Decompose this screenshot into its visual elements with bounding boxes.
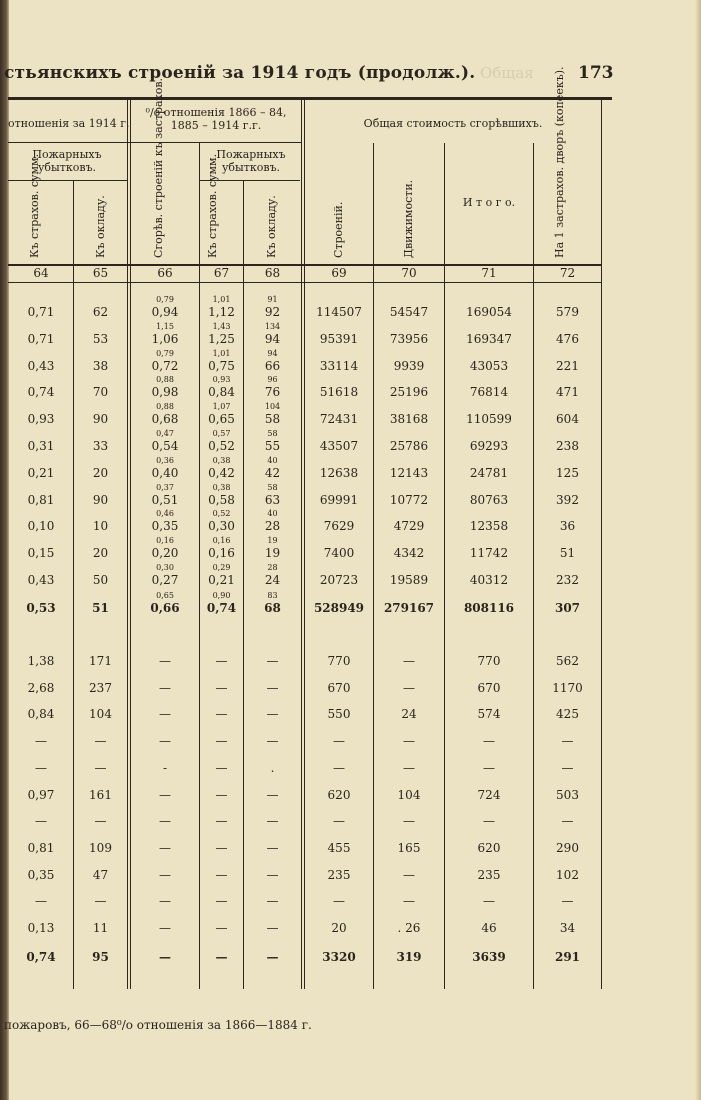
table-cell-c64: 0,74 [27, 385, 55, 400]
footnote: пожаровъ, 66—68⁰/о отношенія за 1866—1884 г. [4, 1018, 312, 1032]
table-subcell-s67: 0,57 [212, 429, 231, 438]
table-cell-c68: 58 [264, 412, 281, 427]
table-cell-c68: 94 [264, 331, 281, 346]
table-cell-c68: . [270, 760, 275, 775]
table-cell-c67: — [215, 840, 228, 855]
table-subcell-s66: 0,79 [156, 348, 174, 358]
table-cell-c65: 38 [92, 358, 109, 373]
table-cell-c68: 66 [264, 358, 281, 373]
table-cell-c71: 69293 [469, 439, 509, 453]
table-cell-c64: 1,38 [27, 654, 55, 668]
table-subcell-s68: 19 [267, 536, 278, 546]
table-cell-c65: 95 [92, 950, 109, 964]
table-cell-c72: 102 [556, 867, 579, 882]
table-cell-c65: — [94, 894, 107, 909]
table-cell-c65: — [94, 734, 107, 749]
table-cell-c70: 104 [397, 787, 421, 802]
table-cell-c71: 43053 [469, 358, 509, 373]
table-cell-c72: 425 [556, 707, 579, 722]
table-cell-c72: — [561, 734, 574, 749]
table-cell-c71: 80763 [469, 492, 509, 507]
table-cell-c64: 0,10 [27, 519, 55, 534]
table-cell-c64: 0,97 [27, 787, 55, 802]
table-cell-c67: 0,30 [208, 519, 235, 534]
table-cell-c64: 0,15 [27, 546, 55, 561]
table-cell-c65: 90 [92, 412, 109, 427]
table-subcell-s68: 40 [267, 509, 278, 519]
table-cell-c68: — [266, 654, 279, 668]
table-cell-c65: 70 [92, 385, 109, 400]
table-cell-c66: 0,94 [151, 305, 179, 319]
table-cell-c65: 109 [89, 840, 112, 855]
table-cell-c67: 1,25 [208, 331, 235, 346]
table-cell-c69: 12638 [319, 465, 359, 480]
column-number-64: 64 [33, 266, 49, 280]
table-cell-c71: 76814 [469, 385, 509, 400]
table-cell-c69: — [333, 814, 345, 829]
table-cell-c64: 0,43 [27, 573, 55, 587]
table-cell-c72: 503 [556, 787, 579, 802]
table-cell-c71: 3639 [472, 950, 506, 964]
table-cell-c64: 0,21 [27, 465, 55, 480]
table-subcell-s66: 0,30 [156, 563, 174, 572]
table-subcell-s68: 134 [264, 321, 281, 331]
table-cell-c72: 471 [556, 385, 579, 400]
table-cell-c71: 46 [481, 921, 497, 935]
column-number-69: 69 [331, 266, 347, 280]
table-subcell-s66: 0,79 [156, 295, 174, 304]
table-cell-c70: — [403, 867, 415, 882]
table-cell-c71: 169347 [466, 331, 512, 346]
table-subcell-s68: 96 [267, 375, 278, 385]
table-subcell-s68: 58 [267, 429, 278, 438]
table-cell-c68: — [266, 894, 279, 909]
table-cell-c67: 0,65 [208, 412, 235, 427]
table-cell-c70: 4342 [393, 546, 425, 561]
table-cell-c66: — [159, 840, 171, 855]
table-cell-c67: — [215, 654, 228, 668]
header-col-66: Сгорѣв. строеній къ застрахов. [152, 77, 165, 258]
table-subcell-s67: 1,43 [212, 321, 231, 331]
table-cell-c71: 574 [477, 707, 501, 722]
table-cell-c69: 7629 [323, 519, 355, 534]
table-cell-c68: — [266, 734, 279, 749]
table-cell-c66: 0,72 [151, 358, 179, 373]
table-cell-c72: 125 [556, 465, 579, 480]
table-cell-c70: . 26 [397, 921, 421, 935]
table-cell-c72: 221 [556, 358, 579, 373]
table-cell-c71: 12358 [469, 519, 509, 534]
table-cell-c67: 0,21 [208, 573, 235, 587]
table-cell-c64: 0,74 [26, 950, 56, 964]
table-subcell-s66: 0,88 [156, 402, 174, 412]
table-cell-c67: — [215, 787, 228, 802]
table-cell-c66: 0,98 [151, 385, 179, 400]
page-number: 173 [578, 63, 614, 83]
header-col-70: Движимости. [402, 179, 415, 258]
table-cell-c72: 51 [559, 546, 576, 561]
table-cell-c72: 579 [556, 305, 579, 319]
table-cell-c71: 620 [477, 840, 501, 855]
table-cell-c71: — [483, 894, 495, 909]
table-cell-c72: 476 [556, 331, 579, 346]
table-cell-c69: 114507 [316, 305, 362, 319]
group-header-1914: отношенія за 1914 г. [8, 117, 130, 130]
table-cell-c65: — [94, 814, 107, 829]
table-cell-c70: 38168 [389, 412, 429, 427]
table-cell-c72: — [561, 814, 574, 829]
table-cell-c67: — [215, 680, 228, 695]
bleed-through-text: Общая [480, 64, 534, 82]
table-cell-c72: 36 [559, 519, 576, 534]
table-cell-c68: — [266, 680, 279, 695]
table-subcell-s67: 0,52 [212, 509, 231, 519]
table-cell-c72: 34 [559, 921, 576, 935]
table-cell-c66: — [159, 787, 171, 802]
table-cell-c66: — [159, 921, 171, 935]
table-cell-c70: 9939 [393, 358, 425, 373]
table-cell-c71: 169054 [466, 305, 512, 319]
table-cell-c67: — [215, 894, 228, 909]
table-cell-c68: — [266, 814, 279, 829]
table-cell-c72: 1170 [552, 680, 583, 695]
table-cell-c68: — [266, 950, 279, 964]
table-cell-c68: 55 [264, 439, 281, 453]
table-cell-c71: 40312 [469, 573, 509, 587]
column-number-66: 66 [157, 266, 173, 280]
column-number-70: 70 [401, 266, 417, 280]
table-cell-c68: 76 [264, 385, 281, 400]
table-subcell-s66: 0,46 [156, 509, 174, 519]
table-cell-c70: 319 [396, 950, 422, 964]
table-cell-c64: 0,35 [27, 867, 55, 882]
table-cell-c67: 0,52 [208, 439, 235, 453]
table-cell-c67: 0,74 [206, 601, 237, 615]
table-cell-c64: 0,43 [27, 358, 55, 373]
table-cell-c69: 43507 [319, 439, 359, 453]
table-cell-c65: 237 [89, 680, 112, 695]
table-subcell-s67: 0,38 [212, 455, 231, 465]
table-subcell-s68: 28 [267, 563, 278, 572]
table-cell-c67: — [215, 760, 228, 775]
table-cell-c70: — [403, 814, 415, 829]
fire-losses-rule-a [8, 180, 128, 181]
table-cell-c67: — [215, 707, 228, 722]
table-cell-c71: 235 [477, 867, 501, 882]
table-cell-c70: 54547 [389, 305, 429, 319]
table-cell-c68: 63 [264, 492, 281, 507]
table-cell-c65: 161 [89, 787, 112, 802]
column-number-67: 67 [213, 266, 230, 280]
table-cell-c68: 42 [264, 465, 281, 480]
table-cell-c64: 0,71 [27, 305, 55, 319]
table-cell-c64: 0,84 [27, 707, 55, 722]
column-number-72: 72 [559, 266, 576, 280]
table-cell-c68: — [266, 707, 279, 722]
table-cell-c72: 290 [556, 840, 579, 855]
table-cell-c69: 69991 [319, 492, 359, 507]
table-cell-c66: 0,54 [151, 439, 179, 453]
table-cell-c64: 0,81 [27, 840, 55, 855]
table-top-rule [8, 97, 612, 100]
table-cell-c65: 51 [92, 601, 109, 615]
book-spine-shadow [0, 0, 9, 1100]
table-subcell-s66: 0,37 [156, 482, 174, 492]
table-cell-c64: 0,93 [27, 412, 55, 427]
table-cell-c71: 770 [477, 654, 501, 668]
table-cell-c66: — [159, 814, 171, 829]
table-cell-c70: — [403, 734, 415, 749]
table-cell-c69: 95391 [319, 331, 359, 346]
table-cell-c70: 25196 [389, 385, 429, 400]
table-cell-c71: 724 [477, 787, 501, 802]
header-col-65: Къ окладу. [94, 195, 107, 258]
subheader-fire-losses-a: Пожарныхъ убытковъ. [32, 148, 102, 174]
table-cell-c67: — [215, 921, 228, 935]
table-cell-c70: 24 [401, 707, 417, 722]
table-cell-c69: 670 [327, 680, 351, 695]
table-cell-c69: 550 [327, 707, 351, 722]
header-col-69: Строеній. [332, 201, 345, 258]
table-cell-c68: 92 [264, 305, 281, 319]
table-cell-c69: 20723 [319, 573, 359, 587]
table-cell-c67: 0,84 [208, 385, 235, 400]
table-subcell-s66: 1,15 [156, 321, 174, 331]
table-cell-c65: 50 [92, 573, 109, 587]
table-cell-c72: — [561, 894, 574, 909]
header-col-67: Къ страхов. сумм. [206, 153, 219, 258]
table-cell-c69: 528949 [313, 601, 365, 615]
table-subcell-s66: 0,36 [156, 455, 174, 465]
table-cell-c68: 28 [264, 519, 281, 534]
table-cell-c67: 1,12 [208, 305, 235, 319]
table-cell-c66: 1,06 [151, 331, 179, 346]
table-cell-c64: — [35, 760, 47, 775]
table-cell-c69: 51618 [319, 385, 359, 400]
table-cell-c70: — [403, 654, 415, 668]
table-cell-c66: 0,20 [151, 546, 179, 561]
table-cell-c68: 19 [264, 546, 281, 561]
table-cell-c64: 0,31 [27, 439, 55, 453]
table-cell-c64: 0,81 [27, 492, 55, 507]
table-cell-c64: 0,53 [26, 601, 56, 615]
table-subcell-s67: 0,38 [212, 482, 231, 492]
table-cell-c66: — [159, 867, 171, 882]
table-cell-c65: 33 [92, 439, 109, 453]
header-col-64: Къ страхов. сумм. [28, 153, 41, 258]
table-cell-c66: 0,66 [150, 601, 180, 615]
table-cell-c67: — [215, 814, 228, 829]
table-cell-c65: — [94, 760, 107, 775]
table-cell-c69: — [333, 734, 345, 749]
header-col-68: Къ окладу. [265, 195, 278, 258]
table-cell-c67: 0,58 [208, 492, 235, 507]
table-cell-c64: 0,71 [27, 331, 55, 346]
table-subcell-s68: 58 [267, 482, 278, 492]
table-cell-c70: — [403, 680, 415, 695]
table-cell-c72: 238 [556, 439, 579, 453]
table-subcell-s68: 94 [267, 348, 278, 358]
table-cell-c66: 0,68 [151, 412, 179, 427]
table-cell-c64: 0,13 [27, 921, 55, 935]
column-number-rule [8, 282, 602, 283]
header-col-72: На 1 застрахов. дворъ (копеекъ). [553, 66, 566, 258]
column-number-71: 71 [481, 266, 497, 280]
table-subcell-s67: 0,16 [212, 536, 231, 546]
table-cell-c67: 0,16 [208, 546, 235, 561]
table-subcell-s66: 0,88 [156, 375, 174, 385]
table-cell-c69: 20 [331, 921, 347, 935]
table-cell-c70: 73956 [389, 331, 429, 346]
table-cell-c66: 0,40 [151, 465, 179, 480]
table-cell-c66: 0,35 [151, 519, 179, 534]
table-cell-c65: 53 [92, 331, 109, 346]
table-cell-c72: 562 [556, 654, 579, 668]
table-cell-c71: — [483, 734, 495, 749]
table-cell-c70: 165 [397, 840, 421, 855]
table-cell-c69: 770 [327, 654, 351, 668]
table-cell-c71: 808116 [463, 601, 515, 615]
table-cell-c67: 0,75 [208, 358, 235, 373]
page-edge-shadow [695, 0, 701, 1100]
table-cell-c69: — [333, 760, 345, 775]
table-cell-c70: 10772 [389, 492, 429, 507]
table-cell-c66: 0,51 [151, 492, 179, 507]
table-cell-c65: 171 [89, 654, 112, 668]
table-subcell-s68: 91 [267, 295, 278, 304]
table-cell-c65: 11 [92, 921, 109, 935]
table-cell-c65: 10 [92, 519, 109, 534]
table-cell-c67: 0,42 [208, 465, 235, 480]
table-cell-c65: 20 [92, 546, 109, 561]
table-cell-c64: — [35, 894, 47, 909]
table-cell-c71: 110599 [466, 412, 512, 427]
table-cell-c68: — [266, 840, 279, 855]
col-rule-68-69 [301, 100, 305, 989]
table-cell-c67: — [215, 734, 228, 749]
table-cell-c72: — [561, 760, 574, 775]
table-subcell-s67: 1,07 [212, 402, 231, 412]
table-cell-c70: 4729 [393, 519, 425, 534]
table-cell-c69: 455 [327, 840, 351, 855]
table-cell-c69: 3320 [322, 950, 356, 964]
table-subcell-s67: 0,90 [212, 591, 231, 600]
table-cell-c66: 0,27 [151, 573, 179, 587]
table-subcell-s67: 0,93 [212, 375, 231, 385]
col-rule-right [601, 100, 602, 989]
table-cell-c71: — [483, 760, 495, 775]
table-cell-c66: — [159, 654, 171, 668]
table-cell-c68: 68 [264, 601, 281, 615]
table-cell-c66: — [159, 894, 171, 909]
table-cell-c70: — [403, 894, 415, 909]
running-head: стьянскихъ строеній за 1914 годъ (продолж.). [4, 63, 476, 83]
table-cell-c70: 25786 [389, 439, 429, 453]
table-cell-c66: — [159, 707, 171, 722]
table-cell-c68: — [266, 867, 279, 882]
table-subcell-s66: 0,65 [156, 591, 174, 600]
table-subcell-s67: 1,01 [212, 295, 231, 304]
table-cell-c66: — [159, 734, 171, 749]
table-cell-c65: 104 [89, 707, 112, 722]
table-cell-c70: 19589 [389, 573, 429, 587]
table-cell-c72: 307 [554, 601, 581, 615]
column-number-68: 68 [264, 266, 281, 280]
table-subcell-s66: 0,16 [156, 536, 174, 546]
table-cell-c70: 12143 [389, 465, 429, 480]
table-cell-c71: 24781 [469, 465, 509, 480]
table-cell-c69: 72431 [319, 412, 359, 427]
table-subcell-s68: 104 [264, 402, 281, 412]
table-cell-c64: — [35, 734, 47, 749]
header-col-71: И т о г о. [462, 196, 516, 209]
table-cell-c66: - [162, 760, 168, 775]
table-cell-c71: — [483, 814, 495, 829]
table-cell-c64: 2,68 [27, 680, 55, 695]
table-cell-c67: — [215, 950, 228, 964]
table-cell-c69: 7400 [323, 546, 355, 561]
table-cell-c71: 11742 [469, 546, 509, 561]
table-cell-c70: 279167 [383, 601, 435, 615]
table-cell-c65: 47 [92, 867, 109, 882]
subheader-fire-losses-b: Пожарныхъ убытковъ. [216, 148, 286, 174]
table-cell-c69: 33114 [319, 358, 359, 373]
table-cell-c67: — [215, 867, 228, 882]
table-cell-c66: — [159, 950, 171, 964]
table-cell-c72: 604 [556, 412, 579, 427]
table-subcell-s67: 0,29 [212, 563, 231, 572]
table-cell-c64: — [35, 814, 47, 829]
table-subcell-s68: 40 [267, 455, 278, 465]
group-header-total-value: Общая стоимость сгорѣвшихъ. [363, 117, 543, 130]
table-cell-c65: 20 [92, 465, 109, 480]
table-cell-c72: 392 [556, 492, 579, 507]
table-subcell-s66: 0,47 [156, 429, 174, 438]
table-cell-c65: 90 [92, 492, 109, 507]
table-cell-c69: — [333, 894, 345, 909]
table-cell-c72: 291 [554, 950, 581, 964]
table-cell-c68: — [266, 787, 279, 802]
table-subcell-s67: 1,01 [212, 348, 231, 358]
table-cell-c72: 232 [556, 573, 579, 587]
table-cell-c68: 24 [264, 573, 281, 587]
table-subcell-s68: 83 [267, 591, 278, 600]
table-cell-c69: 235 [327, 867, 351, 882]
group-header-comparison: ⁰/о отношенія 1866 – 84, 1885 – 1914 г.г. [145, 106, 287, 132]
column-number-65: 65 [92, 266, 109, 280]
table-cell-c66: — [159, 680, 171, 695]
table-cell-c71: 670 [477, 680, 501, 695]
table-cell-c70: — [403, 760, 415, 775]
table-cell-c69: 620 [327, 787, 351, 802]
table-cell-c65: 62 [92, 305, 109, 319]
table-cell-c68: — [266, 921, 279, 935]
